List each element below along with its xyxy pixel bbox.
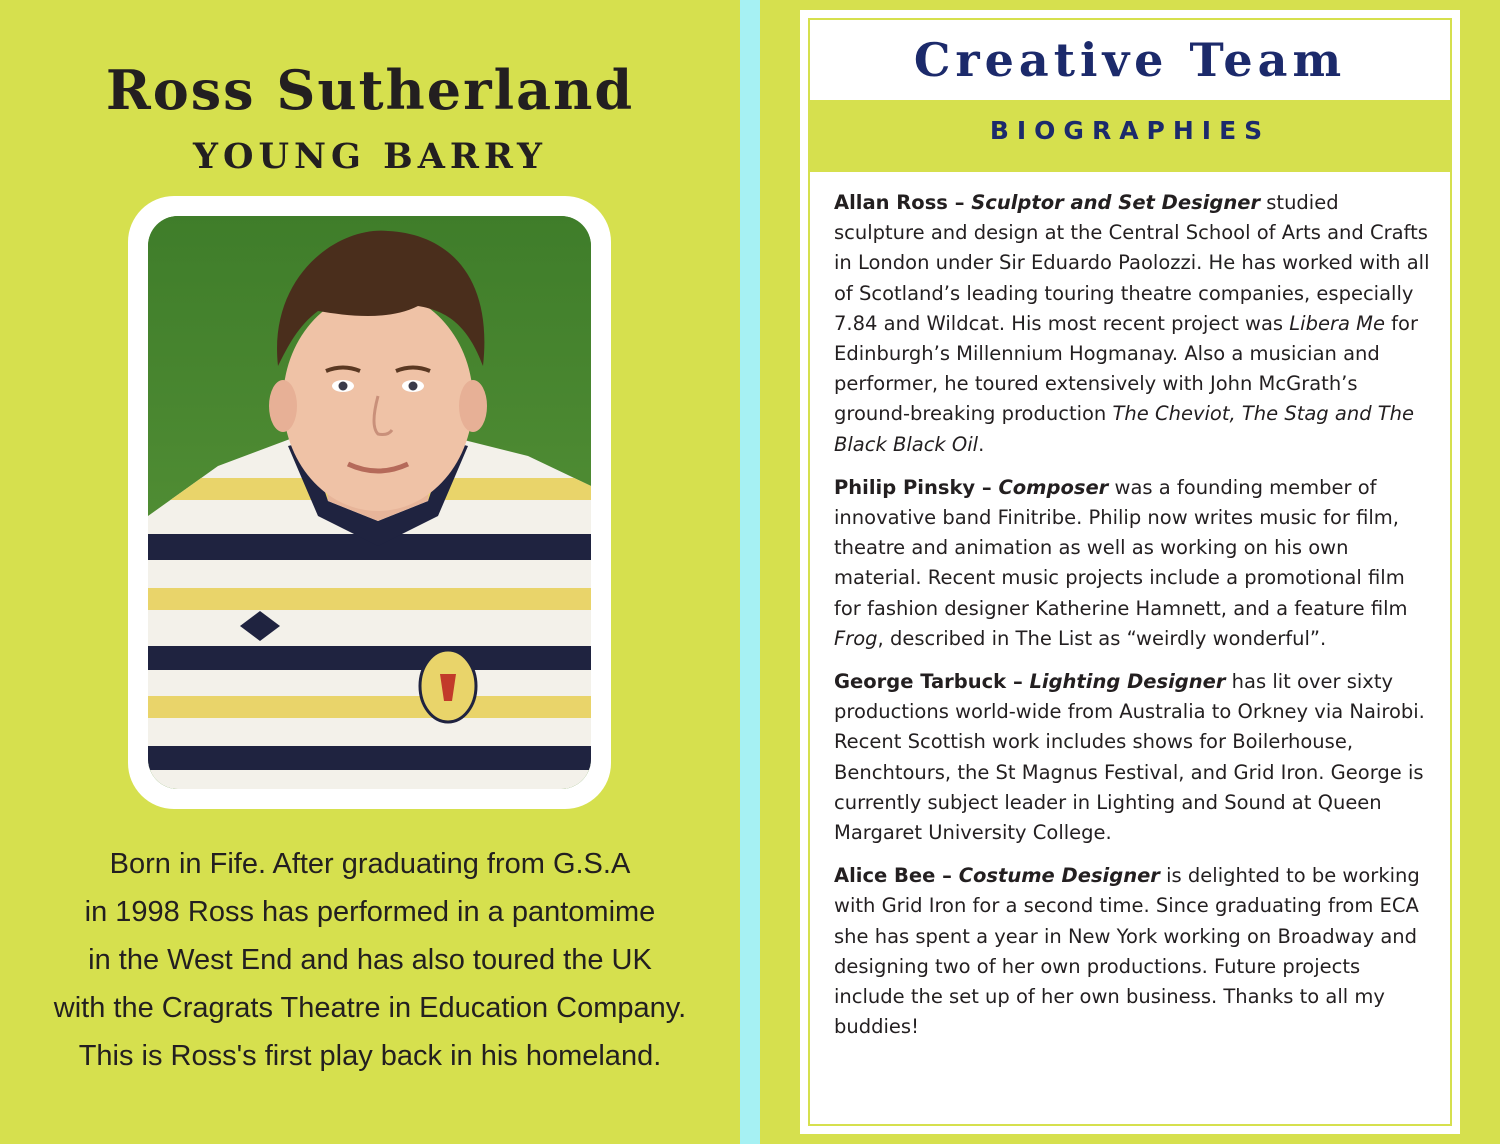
bio-name: Allan Ross bbox=[834, 191, 948, 214]
bio-entry bbox=[834, 473, 1430, 654]
actor-photo-frame bbox=[128, 196, 611, 809]
actor-bio-line: in 1998 Ross has performed in a pantomime bbox=[84, 896, 656, 928]
creative-team-page bbox=[760, 0, 1500, 1144]
bio-entry bbox=[834, 188, 1430, 460]
role-name: YOUNG BARRY bbox=[193, 136, 547, 177]
actor-bio-line: This is Ross's first play back in his homeland. bbox=[78, 1040, 662, 1072]
biographies-box bbox=[810, 172, 1450, 1124]
bio-role: Costume Designer bbox=[958, 864, 1160, 888]
actor-bio-line: in the West End and has also toured the UK bbox=[88, 944, 652, 976]
actor-name: Ross Sutherland bbox=[105, 58, 635, 122]
bio-text: . bbox=[978, 432, 985, 456]
bio-role: Composer bbox=[998, 475, 1109, 499]
bio-text: , described in The List as “weirdly wonderful”. bbox=[877, 626, 1327, 650]
actor-bio bbox=[20, 840, 720, 1080]
panel-title-box bbox=[810, 20, 1450, 100]
panel-subtitle: BIOGRAPHIES bbox=[989, 116, 1271, 145]
actor-photo bbox=[148, 216, 591, 789]
bio-dash: – bbox=[947, 191, 972, 214]
bio-dash: – bbox=[935, 864, 959, 888]
page-gutter bbox=[740, 0, 760, 1144]
bio-dash: – bbox=[1006, 670, 1030, 694]
actor-bio-line: with the Cragrats Theatre in Education Company. bbox=[53, 992, 687, 1024]
bio-text: is delighted to be working with Grid Iron for a second time. Since graduating from ECA she has spent a year in New York working on Broadway and designing two of her own productions. Future projects include the set up of her own business. Thanks to all my buddies! bbox=[834, 864, 1420, 1039]
bio-text: was a founding member of innovative band Finitribe. Philip now writes music for film, theatre and animation as well as working on his own material. Recent music projects include a promotional film for fashion designer Katherine Hamnett, and a feature film bbox=[834, 475, 1408, 620]
bio-text: for Edinburgh’s Millennium Hogmanay. Also a musician and performer, he toured extensively with John McGrath’s ground-breaking production bbox=[834, 311, 1418, 426]
bio-text-italic: Libera Me bbox=[1289, 311, 1385, 335]
panel-title: Creative Team bbox=[913, 33, 1347, 87]
bio-name: Alice Bee bbox=[834, 864, 936, 888]
bio-role: Sculptor and Set Designer bbox=[971, 191, 1261, 214]
bio-text-italic: Frog bbox=[834, 626, 878, 650]
bio-dash: – bbox=[975, 475, 999, 499]
bio-entry bbox=[834, 861, 1430, 1042]
bio-text: studied sculpture and design at the Central School of Arts and Crafts in London under Sir Eduardo Paolozzi. He has worked with all of Scotland’s leading touring theatre companies, especially 7.84 and Wildcat. His most recent project was bbox=[834, 191, 1430, 335]
bio-text: has lit over sixty productions world-wide from Australia to Orkney via Nairobi. Recent Scottish work includes shows for Boilerhouse, Benchtours, the St Magnus Festival, and Grid Iron. George is currently subject leader in Lighting and Sound at Queen Margaret University College. bbox=[834, 670, 1425, 845]
actor-bio-line: Born in Fife. After graduating from G.S.A bbox=[109, 848, 631, 880]
bio-name: Philip Pinsky bbox=[834, 475, 976, 499]
actor-portrait-illustration bbox=[148, 216, 591, 789]
bio-text-italic: The Cheviot, The Stag and The Black Black Oil bbox=[834, 402, 1415, 456]
bio-name: George Tarbuck bbox=[834, 670, 1007, 694]
actor-page bbox=[0, 0, 740, 1144]
bio-entry bbox=[834, 667, 1430, 848]
bio-role: Lighting Designer bbox=[1029, 670, 1226, 694]
